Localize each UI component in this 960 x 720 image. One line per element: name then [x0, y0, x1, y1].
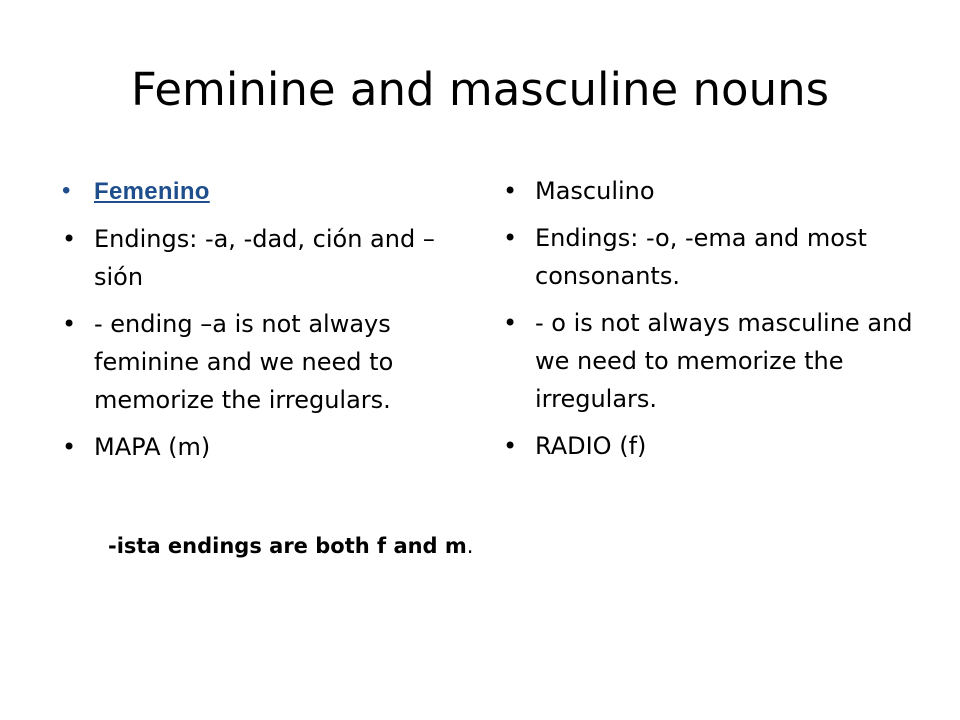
list-item	[503, 427, 923, 465]
list-item	[503, 304, 923, 418]
list-item-text: RADIO (f)	[535, 432, 647, 460]
bullet-icon: •	[62, 433, 77, 461]
bullet-icon: •	[503, 224, 518, 252]
list-item	[62, 428, 462, 466]
footnote	[108, 530, 473, 562]
footnote-text: -ista endings are both f and m	[108, 534, 467, 558]
list-item-femenino-heading	[62, 172, 462, 211]
bullet-icon: •	[503, 309, 518, 337]
bullet-icon: •	[62, 177, 71, 204]
list-item-text: - ending –a is not always feminine and we need to memorize the irregulars.	[94, 310, 394, 414]
femenino-heading: Femenino	[94, 178, 210, 205]
bullet-icon: •	[503, 432, 518, 460]
bullet-icon: •	[62, 310, 77, 338]
list-item-text: MAPA (m)	[94, 433, 211, 461]
list-item-text: - o is not always masculine and we need to memorize the irregulars.	[535, 309, 913, 413]
left-column-list	[62, 172, 462, 475]
bullet-icon: •	[503, 177, 518, 205]
list-item-masculino-heading	[503, 172, 923, 210]
footnote-period: .	[466, 534, 474, 558]
masculino-heading: Masculino	[535, 177, 655, 205]
right-column-list	[503, 172, 923, 474]
list-item	[503, 219, 923, 295]
list-item-text: Endings: -a, -dad, ción and –sión	[94, 225, 435, 291]
bullet-icon: •	[62, 225, 77, 253]
list-item-text: Endings: -o, -ema and most consonants.	[535, 224, 867, 290]
list-item	[62, 305, 462, 419]
slide-title: Feminine and masculine nouns	[130, 63, 830, 116]
list-item	[62, 220, 462, 296]
